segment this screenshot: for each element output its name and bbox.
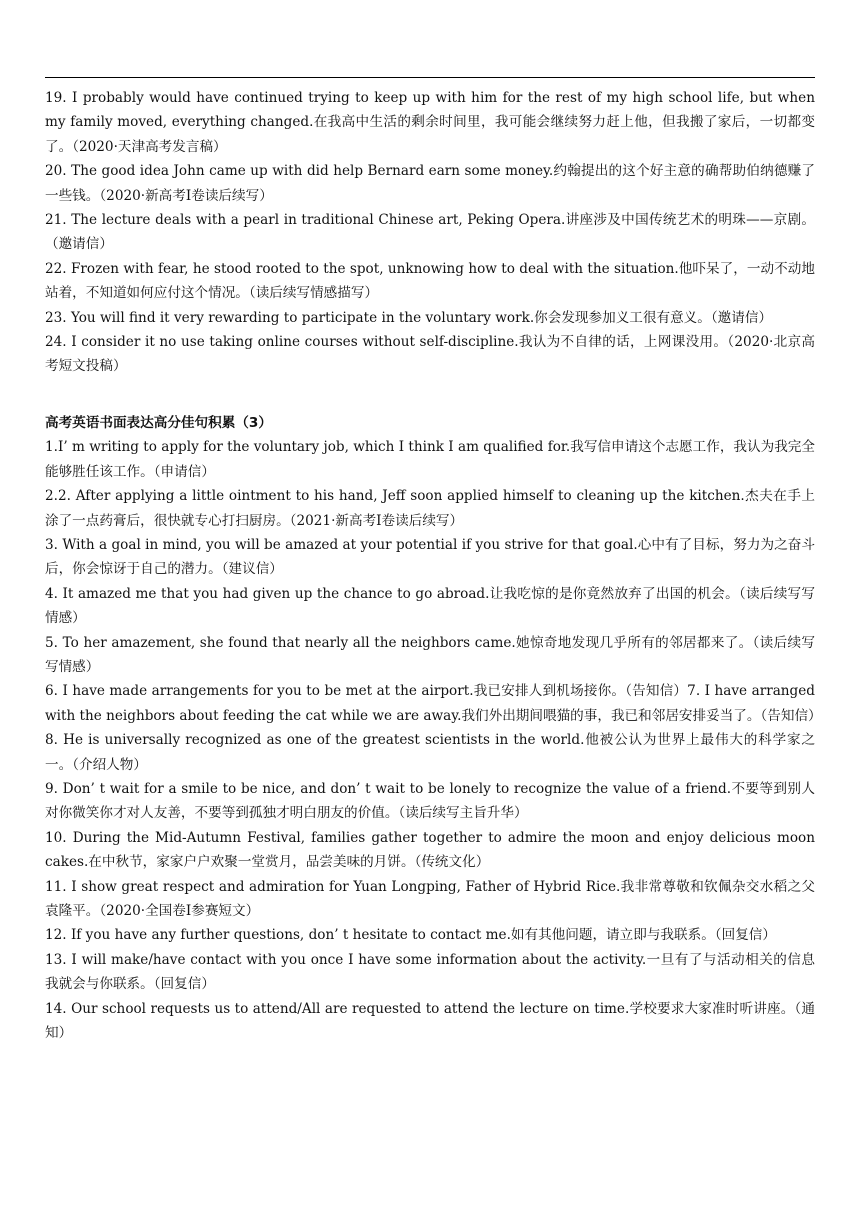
sentence-entry: 8. He is universally recognized as one of the greatest scientists in the world.他被公认为世界上最伟大的科学家之一。（介绍人物） [45, 732, 815, 773]
sentence-entry: 19. I probably would have continued trying to keep up with him for the rest of my high school life, but when my family moved, everything changed.在我高中生活的剩余时间里，我可能会继续努力赶上他，但我搬了家后，一切都变了。（2020·天津高考发言稿） [45, 90, 815, 155]
sentence-entry: 10. During the Mid-Autumn Festival, families gather together to admire the moon and enjoy delicious moon cakes.在中秋节，家家户户欢聚一堂赏月，品尝美味的月饼。（传统文化） [45, 829, 815, 871]
sentence-entry: 14. Our school requests us to attend/All are requested to attend the lecture on time.学校要求大家准时听讲座。（通知） [45, 1000, 815, 1042]
header-rule [45, 77, 815, 78]
sentence-entry: 1.I’ m writing to apply for the voluntary job, which I think I am qualified for.我写信申请这个志愿工作，我认为我完全能够胜任该工作。（申请信） [45, 439, 815, 480]
top-entries-list [45, 86, 815, 379]
section-title: 高考英语书面表达高分佳句积累（3） [45, 414, 272, 431]
sentence-entry: 9. Don’ t wait for a smile to be nice, and don’ t wait to be lonely to recognize the value of a friend.不要等到别人对你微笑你才对人友善，不要等到孤独才明白朋友的价值。（读后续写主旨升华） [45, 780, 815, 822]
sentence-entry: 5. To her amazement, she found that nearly all the neighbors came.她惊奇地发现几乎所有的邻居都来了。（读后续写写情感） [45, 634, 815, 675]
sentence-entry: 21. The lecture deals with a pearl in traditional Chinese art, Peking Opera.讲座涉及中国传统艺术的明珠——京剧。（邀请信） [45, 212, 815, 253]
sentence-entry: 2.2. After applying a little ointment to his hand, Jeff soon applied himself to cleaning up the kitchen.杰夫在手上涂了一点药膏后，很快就专心打扫厨房。（2021·新高考Ⅰ卷读后续写） [45, 488, 815, 529]
document-page [45, 77, 822, 1045]
sentence-entry: 22. Frozen with fear, he stood rooted to the spot, unknowing how to deal with the situation.他吓呆了，一动不动地站着，不知道如何应付这个情况。（读后续写情感描写） [45, 260, 815, 302]
sentence-entry: 20. The good idea John came up with did help Bernard earn some money.约翰提出的这个好主意的确帮助伯纳德赚了一些钱。（2020·新高考Ⅰ卷读后续写） [45, 163, 815, 204]
section-entries-list [45, 435, 822, 1045]
sentence-entry: 6. I have made arrangements for you to be met at the airport.我已安排人到机场接你。（告知信）7. I have arranged with the neighbors about feeding the cat while we are away.我们外出期间喂猫的事，我已和邻居安排妥当了。（告知信） [45, 683, 822, 724]
sentence-entry: 12. If you have any further questions, don’ t hesitate to contact me.如有其他问题，请立即与我联系。（回复信） [45, 927, 776, 944]
sentence-entry: 13. I will make/have contact with you once I have some information about the activity.一旦有了与活动相关的信息我就会与你联系。（回复信） [45, 951, 815, 993]
sentence-entry: 11. I show great respect and admiration for Yuan Longping, Father of Hybrid Rice.我非常尊敬和钦佩杂交水稻之父袁隆平。（2020·全国卷Ⅰ参赛短文） [45, 878, 815, 919]
sentence-entry: 4. It amazed me that you had given up the chance to go abroad.让我吃惊的是你竟然放弃了出国的机会。（读后续写写情感） [45, 585, 815, 627]
sentence-entry: 23. You will find it very rewarding to participate in the voluntary work.你会发现参加义工很有意义。（邀请信） [45, 309, 773, 326]
sentence-entry: 3. With a goal in mind, you will be amazed at your potential if you strive for that goal.心中有了目标，努力为之奋斗后，你会惊讶于自己的潜力。（建议信） [45, 536, 815, 578]
sentence-entry: 24. I consider it no use taking online courses without self-discipline.我认为不自律的话，上网课没用。（2020·北京高考短文投稿） [45, 334, 815, 375]
